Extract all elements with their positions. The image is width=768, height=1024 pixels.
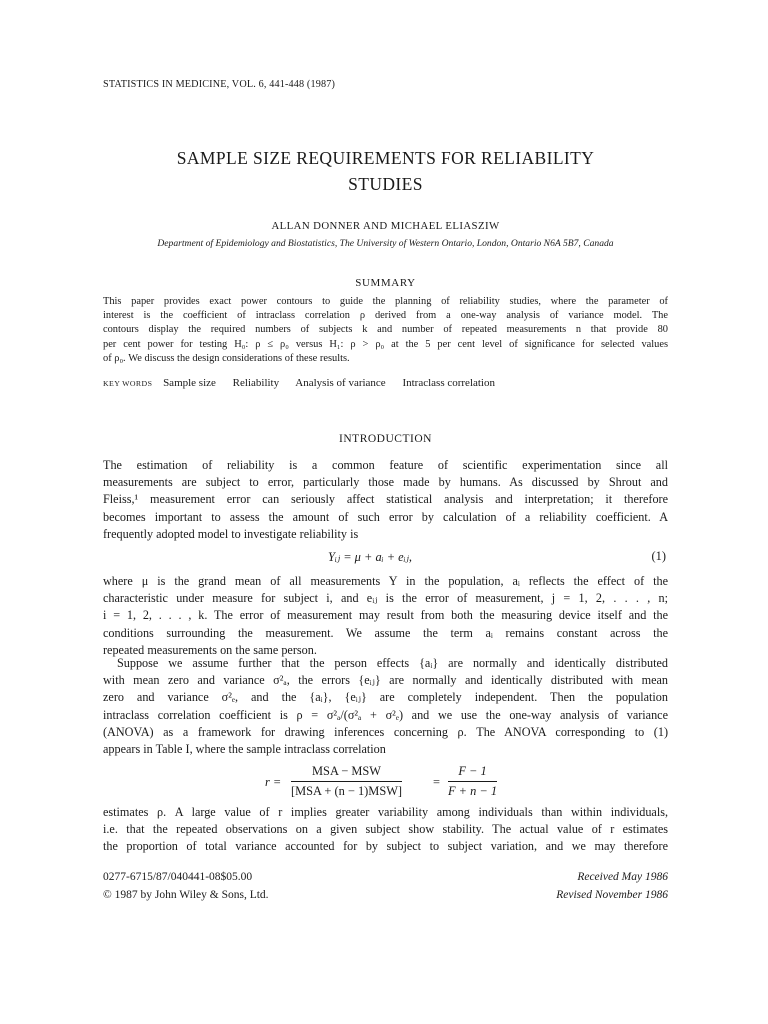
body-line: (ANOVA) as a framework for drawing inferences concerning ρ. The ANOVA corresponding to (1) (103, 724, 668, 739)
summary-line: This paper provides exact power contours to guide the planning of reliability studies, where the parameter of (103, 296, 668, 307)
fraction-denominator: F + n − 1 (448, 784, 498, 798)
equation-2-fraction-2 (448, 764, 497, 799)
body-line: The estimation of reliability is a common feature of scientific experimentation since all (103, 458, 668, 472)
keyword: Sample size (163, 377, 216, 389)
equation-2-fraction-1 (291, 764, 402, 799)
body-line: repeated measurements on the same person. (103, 642, 317, 657)
equation-2-equals: = (433, 775, 440, 789)
body-line: i.e. that the repeated observations on a given subject show stability. The actual value of r estimates (103, 822, 668, 837)
body-line: Fleiss,¹ measurement error can seriously affect statistical analysis and interpretation; it therefore (103, 492, 668, 507)
body-line: characteristic under measure for subject i, and eᵢⱼ is the error of measurement, j = 1, 2, . . . , n; (103, 591, 668, 606)
affiliation: Department of Epidemiology and Biostatistics, The University of Western Ontario, London, Ontario N6A 5B7, Canada (157, 238, 614, 249)
keywords (103, 377, 509, 389)
journal-header: STATISTICS IN MEDICINE, VOL. 6, 441-448 (1987) (103, 79, 335, 90)
revised-date: Revised November 1986 (556, 889, 668, 901)
intro-paragraph-1 (103, 457, 668, 543)
equation-2-lhs: r = (265, 775, 282, 789)
body-line: where μ is the grand mean of all measurements Y in the population, aᵢ reflects the effect of the (103, 574, 668, 588)
keywords-label: KEY WORDS (103, 379, 153, 388)
authors: ALLAN DONNER AND MICHAEL ELIASZIW (271, 220, 500, 232)
intro-paragraph-4 (103, 804, 668, 856)
intro-paragraph-3 (103, 655, 668, 758)
body-line: becomes important to assess the amount of such error by calculation of a reliability coefficient. A (103, 509, 668, 524)
footer-left (103, 868, 269, 904)
summary-line: contours display the required numbers of subjects k and number of repeated measurements n that provide 80 (103, 324, 668, 336)
summary-line: interest is the coefficient of intraclass correlation ρ derived from a one-way analysis of variance model. The (103, 310, 668, 322)
body-line: zero and variance σ²ₑ, and the {aᵢ}, {eᵢⱼ} are completely independent. Then the population (103, 690, 668, 705)
summary-line: of ρ₀. We discuss the design considerations of these results. (103, 352, 350, 364)
body-line: conditions surrounding the measurement. We assume the term aᵢ remains constant across the (103, 625, 668, 640)
title-line-1: SAMPLE SIZE REQUIREMENTS FOR RELIABILITY (176, 148, 595, 168)
fraction-numerator: MSA − MSW (291, 764, 402, 782)
intro-paragraph-2 (103, 573, 668, 659)
received-date: Received May 1986 (577, 871, 668, 883)
equation-1-formula: Yᵢⱼ = μ + aᵢ + eᵢⱼ, (328, 550, 412, 564)
article-title (103, 145, 668, 197)
article-code: 0277-6715/87/040441-08$05.00 (103, 871, 253, 883)
body-line: the proportion of total variance accounted for by subject to subject variation, and we may therefore (103, 839, 668, 854)
keyword: Intraclass correlation (402, 377, 495, 389)
equation-2 (103, 764, 668, 804)
summary-line: per cent power for testing H₀: ρ ≤ ρ₀ versus H₁: ρ > ρ₀ at the 5 per cent level of significance for selected values (103, 338, 668, 350)
fraction-numerator: F − 1 (448, 764, 497, 782)
fraction-denominator: [MSA + (n − 1)MSW] (291, 784, 403, 798)
body-line: measurements are subject to error, particularly those made by humans. As discussed by Shrout and (103, 475, 668, 490)
keyword: Analysis of variance (295, 377, 386, 389)
body-line: i = 1, 2, . . . , k. The error of measurement may result from both the measuring device itself and the (103, 608, 668, 623)
introduction-heading: INTRODUCTION (339, 433, 432, 445)
body-line: with mean zero and variance σ²ₐ, the errors {eᵢⱼ} are normally and identically distributed with mean (103, 673, 668, 688)
body-line: frequently adopted model to investigate reliability is (103, 526, 359, 541)
body-line: intraclass correlation coefficient is ρ = σ²ₐ/(σ²ₐ + σ²ₑ) and we use the one-way analysis of variance (103, 707, 668, 722)
summary-abstract (103, 295, 668, 366)
equation-1-number: (1) (651, 549, 666, 563)
summary-heading: SUMMARY (355, 277, 416, 289)
body-line: appears in Table I, where the sample intraclass correlation (103, 742, 386, 757)
equation-1 (103, 549, 668, 567)
footer-right (556, 868, 668, 904)
title-line-2: STUDIES (348, 174, 423, 194)
keyword: Reliability (232, 377, 280, 389)
body-line: estimates ρ. A large value of r implies greater variability among individuals than within individuals, (103, 805, 668, 819)
body-line: Suppose we assume further that the person effects {aᵢ} are normally and identically distributed (117, 656, 668, 670)
copyright: © 1987 by John Wiley & Sons, Ltd. (103, 889, 269, 901)
